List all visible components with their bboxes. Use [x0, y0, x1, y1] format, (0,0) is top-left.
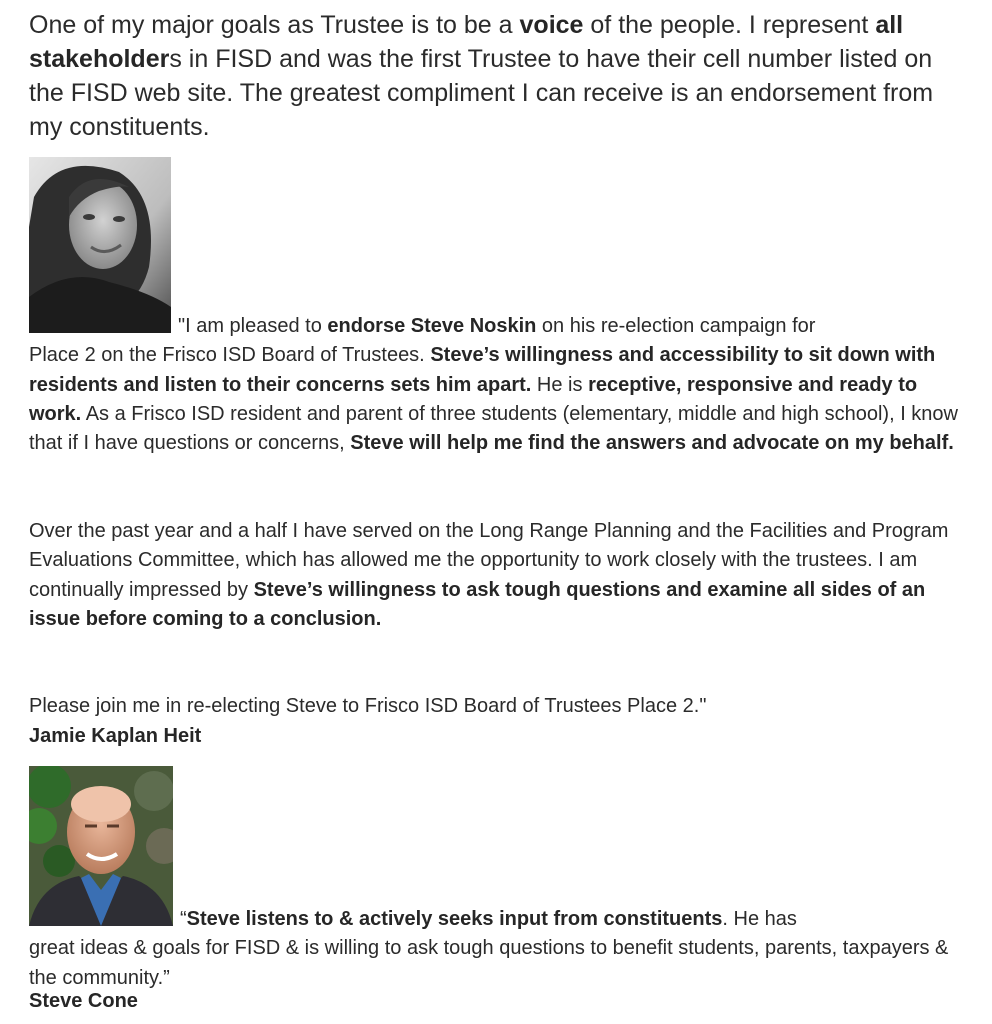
bold-endorse: endorse Steve Noskin: [327, 315, 537, 337]
endorsement-jamie-paragraph-3: Please join me in re-electing Steve to Frisco ISD Board of Trustees Place 2.": [29, 695, 707, 717]
endorsement-steve-paragraph: “Steve listens to & actively seeks input from constituents. He has great ideas & goals for FISD & is willing to ask tough questions to benefit students, parents, taxpayers & the community.”: [29, 905, 959, 993]
endorsement-jamie-paragraph-1: "I am pleased to endorse Steve Noskin on his re-election campaign for Place 2 on the Frisco ISD Board of Trustees. Steve’s willingness and accessibility to sit down with residents and listen to their concerns sets him apart. He is receptive, responsive and ready to work. As a Frisco ISD resident and parent of three students (elementary, middle and high school), I know that if I have questions or concerns, Steve will help me find the answers and advocate on my behalf.: [29, 312, 959, 458]
intro-text: One of my major goals as Trustee is to be a: [29, 11, 520, 39]
signature-jamie: Jamie Kaplan Heit: [29, 725, 202, 747]
endorsement-jamie-paragraph-2: Over the past year and a half I have served on the Long Range Planning and the Facilities and Program Evaluations Committee, which has allowed me the opportunity to work closely with the trustees. I am continually impressed by Steve’s willingness to ask tough questions and examine all sides of an issue before coming to a conclusion.: [29, 520, 949, 630]
intro-bold-voice: voice: [519, 11, 584, 39]
endorser-photo-steve: [29, 766, 173, 926]
signature-steve: Steve Cone: [29, 990, 138, 1012]
endorsement-first-line: “Steve listens to & actively seeks input from constituents. He has: [180, 908, 797, 930]
endorsement-first-line: "I am pleased to endorse Steve Noskin on his re-election campaign for: [178, 315, 816, 337]
intro-bold-stakeholders: all stakeholder: [29, 11, 904, 73]
endorser-photo-jamie: [29, 157, 171, 333]
intro-text: of the people. I represent: [583, 11, 876, 39]
intro-text: s in FISD and was the first Trustee to have their cell number listed on the FISD web site. The greatest compliment I can receive is an endorsement from my constituents.: [29, 45, 934, 141]
intro-paragraph: [29, 8, 969, 144]
